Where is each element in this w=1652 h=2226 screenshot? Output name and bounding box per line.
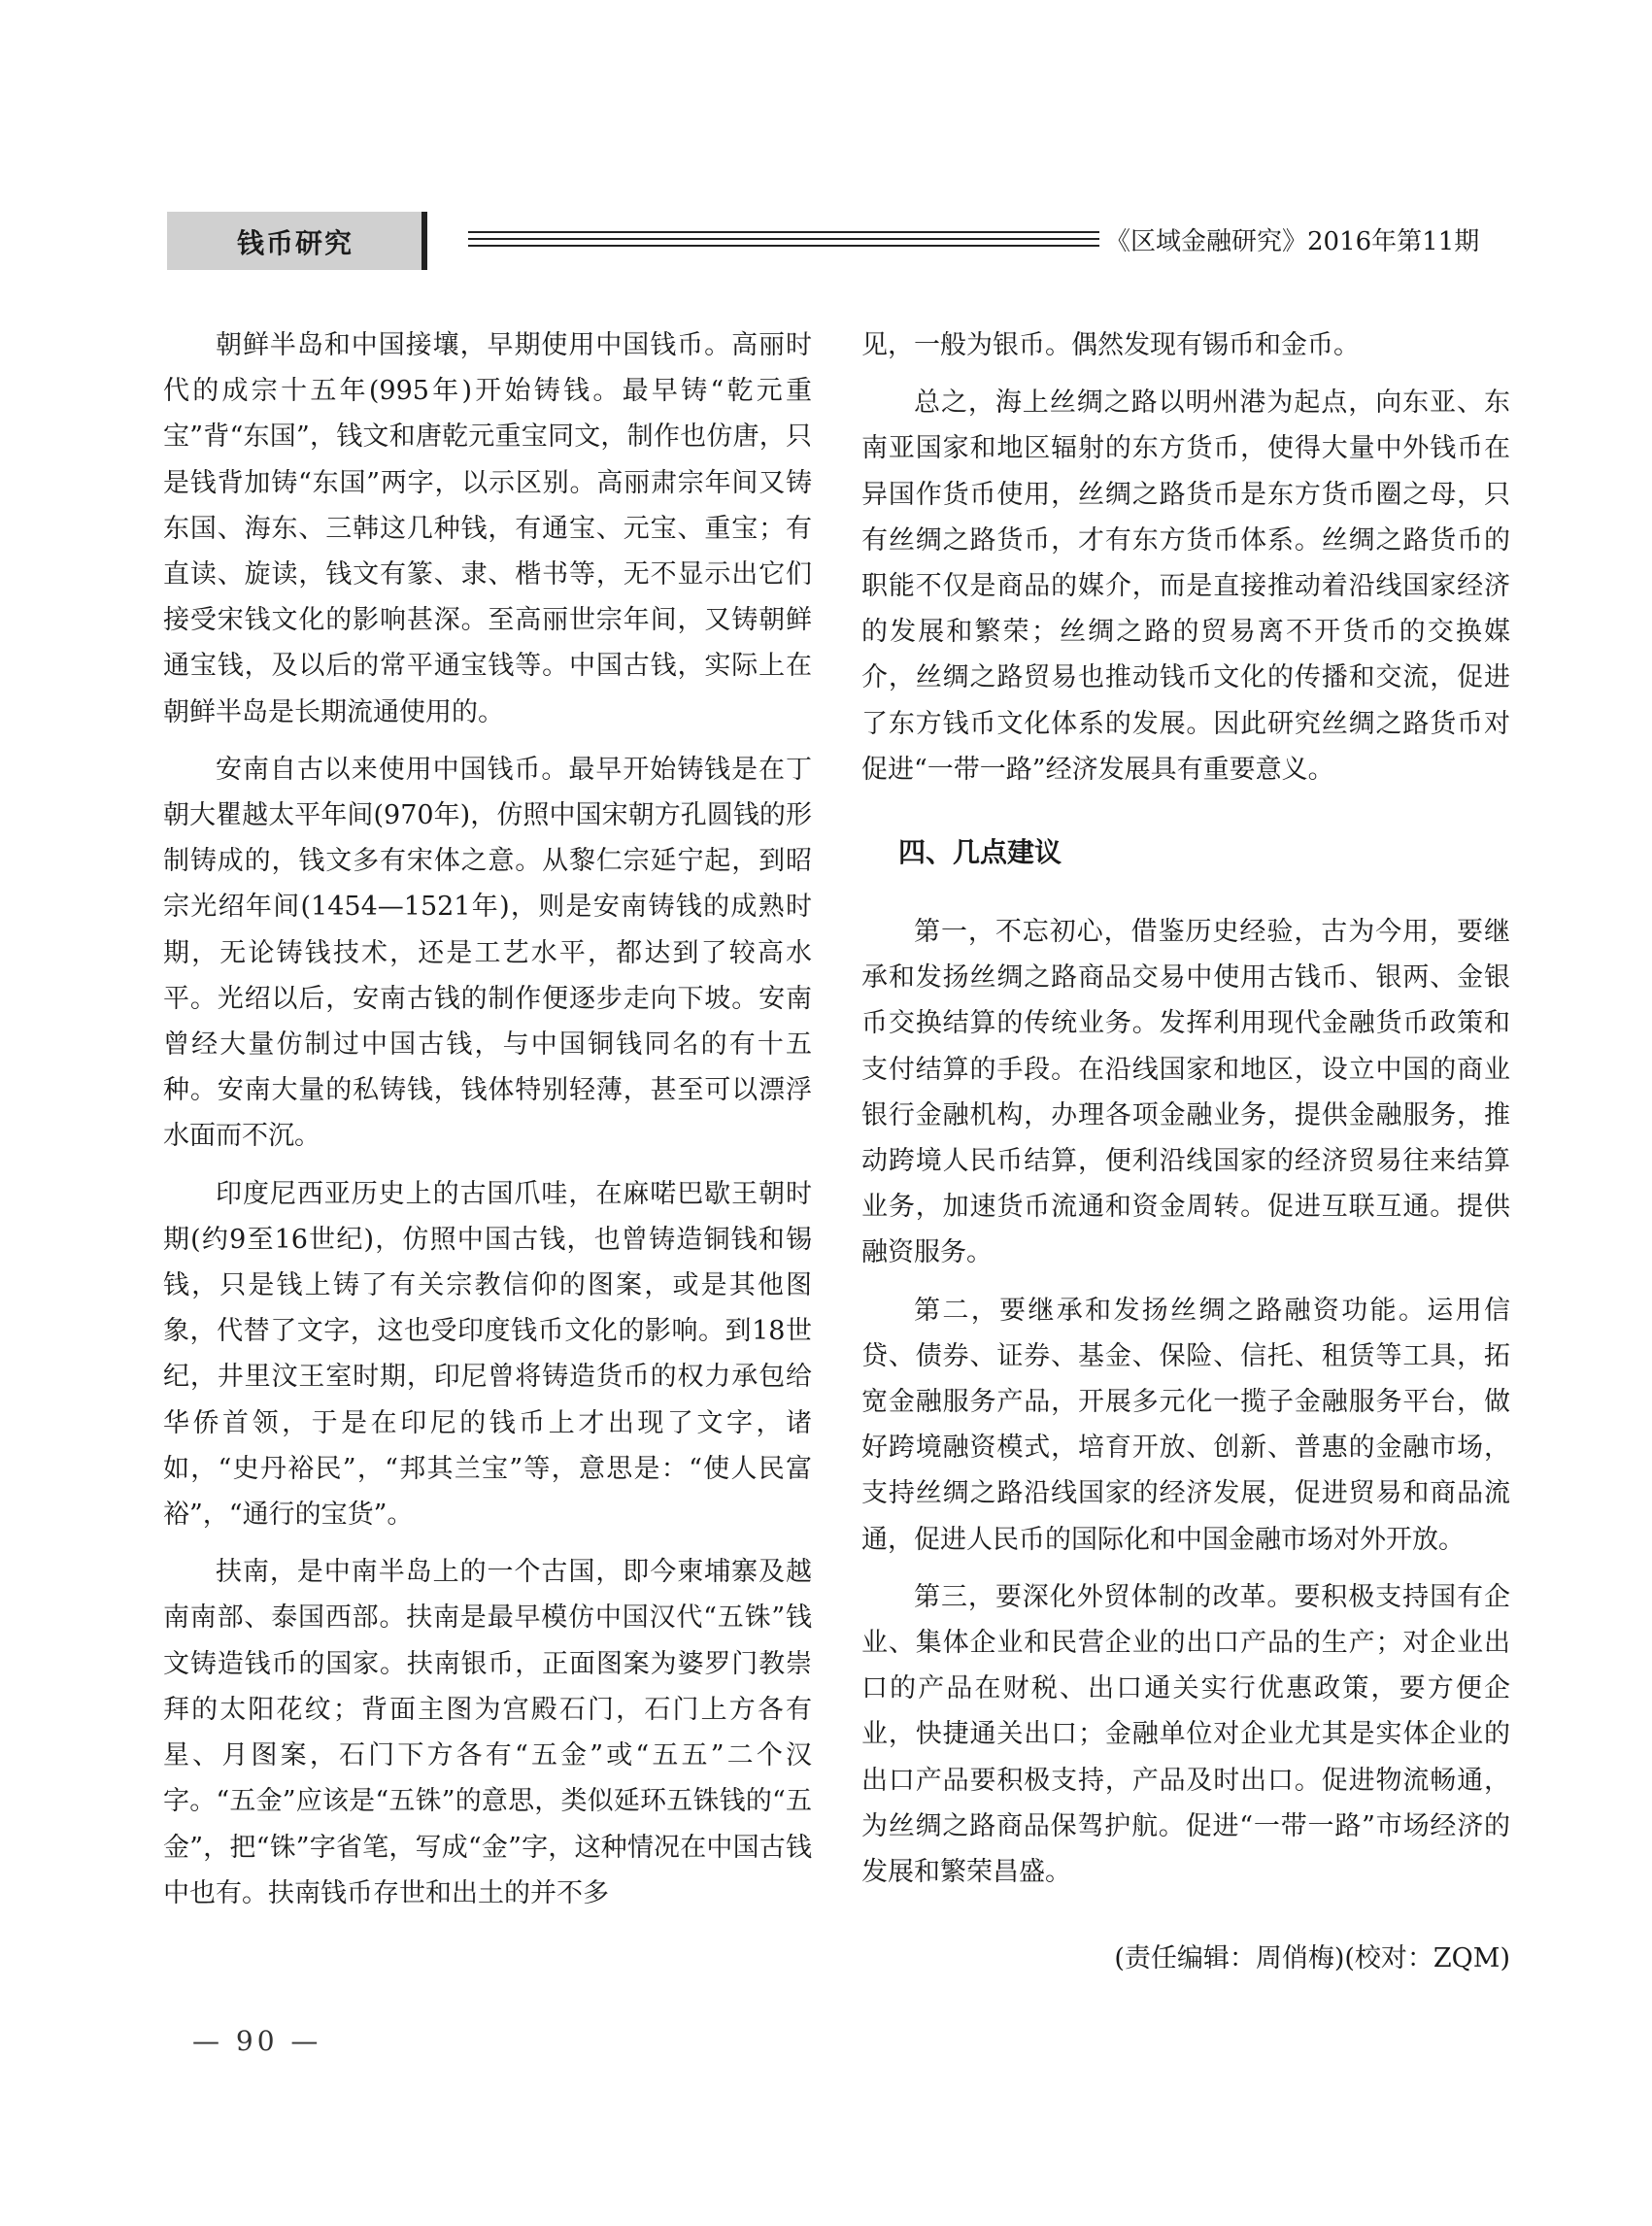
section-heading: 四、几点建议: [898, 836, 1062, 869]
journal-title: 《区域金融研究》2016年第11期: [1105, 227, 1480, 256]
paragraph: 安南自古以来使用中国钱币。最早开始铸钱是在丁朝大瞿越太平年间(970年)，仿照中国宋朝方孔圆钱的形制铸成的，钱文多有宋体之意。从黎仁宗延宁起，到昭宗光绍年间(1454—1521年)，则是安南铸钱的成熟时期，无论铸钱技术，还是工艺水平，都达到了较高水平。光绍以后，安南古钱的制作便逐步走向下坡。安南曾经大量仿制过中国古钱，与中国铜钱同名的有十五种。安南大量的私铸钱，钱体特别轻薄，甚至可以漂浮水面而不沉。: [163, 754, 812, 1152]
section-tag: [167, 212, 427, 270]
header-rule: [468, 245, 1099, 247]
header-rule: [468, 231, 1099, 233]
paragraph: 第二，要继承和发扬丝绸之路融资功能。运用信贷、债券、证券、基金、保险、信托、租赁等工具，拓宽金融服务产品，开展多元化一揽子金融服务平台，做好跨境融资模式，培育开放、创新、普惠的金融市场，支持丝绸之路沿线国家的经济发展，促进贸易和商品流通，促进人民币的国际化和中国金融市场对外开放。: [861, 1295, 1510, 1555]
section-title: 钱币研究: [237, 227, 354, 259]
paragraph: 总之，海上丝绸之路以明州港为起点，向东亚、东南亚国家和地区辐射的东方货币，使得大量中外钱币在异国作货币使用，丝绸之路货币是东方货币圈之母，只有丝绸之路货币，才有东方货币体系。丝绸之路货币的职能不仅是商品的媒介，而是直接推动着沿线国家经济的发展和繁荣；丝绸之路的贸易离不开货币的交换媒介，丝绸之路贸易也推动钱币文化的传播和交流，促进了东方钱币文化体系的发展。因此研究丝绸之路货币对促进“一带一路”经济发展具有重要意义。: [861, 388, 1510, 785]
header-rule: [468, 238, 1099, 240]
paragraph: 第一，不忘初心，借鉴历史经验，古为今用，要继承和发扬丝绸之路商品交易中使用古钱币、银两、金银币交换结算的传统业务。发挥利用现代金融货币政策和支付结算的手段。在沿线国家和地区，设立中国的商业银行金融机构，办理各项金融业务，提供金融服务，推动跨境人民币结算，便利沿线国家的经济贸易往来结算业务，加速货币流通和资金周转。促进互联互通。提供融资服务。: [861, 917, 1510, 1268]
paragraph: 扶南，是中南半岛上的一个古国，即今柬埔寨及越南南部、泰国西部。扶南是最早模仿中国汉代“五铢”钱文铸造钱币的国家。扶南银币，正面图案为婆罗门教崇拜的太阳花纹；背面主图为宫殿石门，石门上方各有星、月图案，石门下方各有“五金”或“五五”二个汉字。“五金”应该是“五铢”的意思，类似延环五铢钱的“五金”，把“铢”字省笔，写成“金”字，这种情况在中国古钱中也有。扶南钱币存世和出土的并不多: [163, 1557, 812, 1908]
paragraph-continuation: 见，一般为银币。偶然发现有锡币和金币。: [861, 330, 1360, 360]
page-number: — 90 —: [192, 2025, 322, 2057]
paragraph: 朝鲜半岛和中国接壤，早期使用中国钱币。高丽时代的成宗十五年(995年)开始铸钱。最早铸“乾元重宝”背“东国”，钱文和唐乾元重宝同文，制作也仿唐，只是钱背加铸“东国”两字，以示区别。高丽肃宗年间又铸东国、海东、三韩这几种钱，有通宝、元宝、重宝；有直读、旋读，钱文有篆、隶、楷书等，无不显示出它们接受宋钱文化的影响甚深。至高丽世宗年间，又铸朝鲜通宝钱，及以后的常平通宝钱等。中国古钱，实际上在朝鲜半岛是长期流通使用的。: [163, 330, 812, 727]
paragraph: 第三，要深化外贸体制的改革。要积极支持国有企业、集体企业和民营企业的出口产品的生产；对企业出口的产品在财税、出口通关实行优惠政策，要方便企业，快捷通关出口；金融单位对企业尤其是实体企业的出口产品要积极支持，产品及时出口。促进物流畅通，为丝绸之路商品保驾护航。促进“一带一路”市场经济的发展和繁荣昌盛。: [861, 1581, 1510, 1888]
editor-note: (责任编辑：周俏梅)(校对：ZQM): [1114, 1943, 1510, 1974]
left-column: [163, 322, 812, 1916]
paragraph: 印度尼西亚历史上的古国爪哇，在麻喏巴歇王朝时期(约9至16世纪)，仿照中国古钱，也曾铸造铜钱和锡钱，只是钱上铸了有关宗教信仰的图案，或是其他图象，代替了文字，这也受印度钱币文化的影响。到18世纪，井里汶王室时期，印尼曾将铸造货币的权力承包给华侨首领，于是在印尼的钱币上才出现了文字，诸如，“史丹裕民”，“邦其兰宝”等，意思是：“使人民富裕”，“通行的宝货”。: [163, 1178, 812, 1531]
right-column: [861, 322, 1510, 1982]
